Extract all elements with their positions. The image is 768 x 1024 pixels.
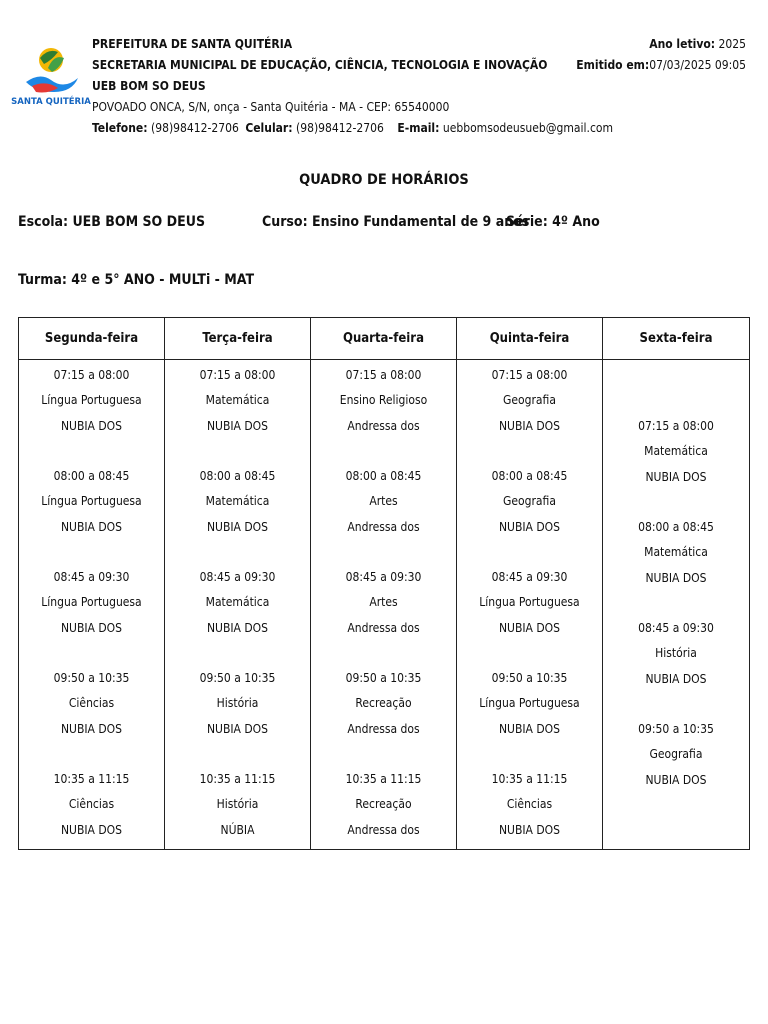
school-info [92, 34, 613, 139]
celular-label: Celular: [245, 121, 293, 135]
slot-subject: Matemática [205, 595, 270, 610]
slot-teacher: Andressa dos [347, 822, 420, 837]
prefeitura-name: PREFEITURA DE SANTA QUITÉRIA [92, 37, 293, 51]
slot-time: 08:00 a 08:45 [638, 520, 714, 534]
ano-letivo-label: Ano letivo: [649, 37, 716, 51]
slot-time: 08:00 a 08:45 [491, 469, 568, 483]
slot-teacher: NUBIA DOS [645, 469, 707, 484]
slot-time: 09:50 a 10:35 [491, 671, 568, 685]
slot-time: 08:00 a 08:45 [345, 469, 422, 483]
slot-time: 07:15 a 08:00 [199, 368, 276, 382]
emitido-value: 07/03/2025 09:05 [649, 58, 746, 72]
slot-teacher: Andressa dos [347, 418, 420, 433]
slot-time: 08:45 a 09:30 [638, 621, 714, 635]
day-column-quarta [311, 360, 457, 850]
slot-teacher: Andressa dos [347, 620, 420, 635]
slot-subject: Língua Portuguesa [41, 595, 142, 610]
slot-time: 10:35 a 11:15 [53, 772, 130, 786]
santa-quiteria-logo [11, 38, 91, 110]
schedule-slot [457, 363, 602, 464]
slot-subject: Matemática [644, 444, 708, 459]
schedule-slot [165, 767, 310, 843]
day-header-quarta: Quarta-feira [311, 318, 457, 360]
slot-teacher: NUBIA DOS [498, 721, 561, 736]
schedule-slot [603, 414, 749, 515]
slot-subject: Ciências [68, 696, 115, 711]
slot-subject: Língua Portuguesa [479, 595, 580, 610]
slot-teacher: NUBIA DOS [60, 418, 123, 433]
telefone-label: Telefone: [92, 121, 148, 135]
schedule-slot [19, 464, 164, 565]
slot-teacher: Andressa dos [347, 721, 420, 736]
contact-line [92, 118, 613, 139]
slot-teacher: NUBIA DOS [498, 519, 561, 534]
slot-subject: Geografia [649, 747, 703, 762]
slot-subject: Língua Portuguesa [41, 494, 142, 509]
slot-teacher: NUBIA DOS [645, 570, 707, 585]
turma-field: Turma: 4º e 5° ANO - MULTi - MAT [18, 272, 255, 288]
school-address: POVOADO ONCA, S/N, onça - Santa Quitéria - MA - CEP: 65540000 [92, 100, 450, 114]
slot-teacher: NUBIA DOS [206, 620, 269, 635]
slot-teacher: NUBIA DOS [60, 721, 123, 736]
schedule-slot [311, 666, 456, 767]
schedule-slot [19, 767, 164, 843]
slot-time: 08:45 a 09:30 [345, 570, 422, 584]
curso-field: Curso: Ensino Fundamental de 9 anos [262, 214, 530, 230]
celular-value: (98)98412-2706 [296, 121, 384, 135]
day-column-quinta [457, 360, 603, 850]
slot-time: 08:45 a 09:30 [491, 570, 568, 584]
schedule-slot [457, 565, 602, 666]
email-label: E-mail: [397, 121, 440, 135]
svg-text:SANTA QUITÉRIA: SANTA QUITÉRIA [11, 97, 91, 107]
slot-teacher: NUBIA DOS [60, 620, 123, 635]
schedule-slot [311, 565, 456, 666]
slot-teacher: NUBIA DOS [60, 822, 123, 837]
slot-time: 09:50 a 10:35 [638, 722, 714, 736]
serie-field: Série: 4º Ano [506, 214, 600, 230]
schedule-slot [165, 363, 310, 464]
day-header-segunda: Segunda-feira [19, 318, 165, 360]
slot-teacher: NUBIA DOS [645, 772, 707, 787]
slot-teacher: NUBIA DOS [498, 418, 561, 433]
slot-subject: Língua Portuguesa [479, 696, 580, 711]
schedule-slot [19, 666, 164, 767]
document-meta [576, 34, 746, 76]
schedule-slot [311, 363, 456, 464]
slot-teacher: NUBIA DOS [206, 418, 269, 433]
schedule-slot [165, 666, 310, 767]
page-title: QUADRO DE HORÁRIOS [299, 172, 469, 188]
slot-teacher: NUBIA DOS [645, 671, 707, 686]
ano-letivo [576, 34, 746, 55]
slot-teacher: Andressa dos [347, 519, 420, 534]
emitido-em [576, 55, 746, 76]
schedule-slot [603, 717, 749, 793]
schedule-slot [165, 464, 310, 565]
slot-time: 07:15 a 08:00 [638, 419, 714, 433]
emitido-label: Emitido em: [576, 58, 650, 72]
slot-subject: História [216, 797, 259, 812]
schedule-slot [165, 565, 310, 666]
schedule-slot [603, 616, 749, 717]
schedule-slot [457, 767, 602, 843]
day-header-quinta: Quinta-feira [457, 318, 603, 360]
slot-time: 08:45 a 09:30 [199, 570, 276, 584]
schedule-slot [457, 464, 602, 565]
slot-subject: Recreação [355, 797, 412, 812]
slot-time: 08:00 a 08:45 [199, 469, 276, 483]
slot-subject: História [655, 646, 697, 661]
ano-letivo-value: 2025 [718, 37, 746, 51]
day-column-segunda [19, 360, 165, 850]
empty-slot-spacer [603, 363, 749, 414]
slot-teacher: NUBIA DOS [498, 620, 561, 635]
school-name: UEB BOM SO DEUS [92, 79, 206, 93]
schedule-header-row [19, 318, 750, 360]
telefone-value: (98)98412-2706 [151, 121, 239, 135]
slot-time: 08:45 a 09:30 [53, 570, 130, 584]
slot-time: 10:35 a 11:15 [199, 772, 276, 786]
slot-subject: Geografia [503, 393, 556, 408]
slot-subject: Artes [369, 494, 398, 509]
slot-teacher: NUBIA DOS [498, 822, 561, 837]
schedule-slot [311, 464, 456, 565]
secretaria-name: SECRETARIA MUNICIPAL DE EDUCAÇÃO, CIÊNCIA, TECNOLOGIA E INOVAÇÃO [92, 58, 548, 72]
slot-teacher: NUBIA DOS [60, 519, 123, 534]
day-column-terca [165, 360, 311, 850]
day-column-sexta [603, 360, 750, 850]
slot-subject: Matemática [644, 545, 708, 560]
schedule-slot [19, 565, 164, 666]
schedule-slot [457, 666, 602, 767]
slot-subject: Língua Portuguesa [41, 393, 142, 408]
slot-subject: Matemática [205, 494, 270, 509]
escola-field: Escola: UEB BOM SO DEUS [18, 214, 206, 230]
slot-time: 08:00 a 08:45 [53, 469, 130, 483]
slot-subject: Geografia [503, 494, 556, 509]
slot-time: 07:15 a 08:00 [345, 368, 422, 382]
slot-time: 09:50 a 10:35 [199, 671, 276, 685]
day-header-sexta: Sexta-feira [603, 318, 750, 360]
schedule-slot [311, 767, 456, 843]
slot-subject: Ciências [506, 797, 553, 812]
slot-subject: Matemática [205, 393, 270, 408]
slot-time: 09:50 a 10:35 [53, 671, 130, 685]
slot-subject: Recreação [355, 696, 412, 711]
day-header-terca: Terça-feira [165, 318, 311, 360]
slot-subject: História [216, 696, 259, 711]
slot-subject: Artes [369, 595, 398, 610]
slot-subject: Ensino Religioso [339, 393, 428, 408]
schedule-slot [19, 363, 164, 464]
slot-teacher: NUBIA DOS [206, 721, 269, 736]
slot-time: 10:35 a 11:15 [345, 772, 422, 786]
slot-time: 07:15 a 08:00 [491, 368, 568, 382]
schedule-table [18, 317, 750, 850]
slot-time: 07:15 a 08:00 [53, 368, 130, 382]
slot-teacher: NÚBIA [220, 822, 255, 837]
slot-time: 10:35 a 11:15 [491, 772, 568, 786]
slot-time: 09:50 a 10:35 [345, 671, 422, 685]
email-value[interactable]: uebbomsodeusueb@gmail.com [442, 121, 614, 135]
slot-subject: Ciências [68, 797, 115, 812]
document-header [11, 34, 748, 144]
schedule-slot [603, 515, 749, 616]
schedule-body-row [19, 360, 750, 850]
slot-teacher: NUBIA DOS [206, 519, 269, 534]
